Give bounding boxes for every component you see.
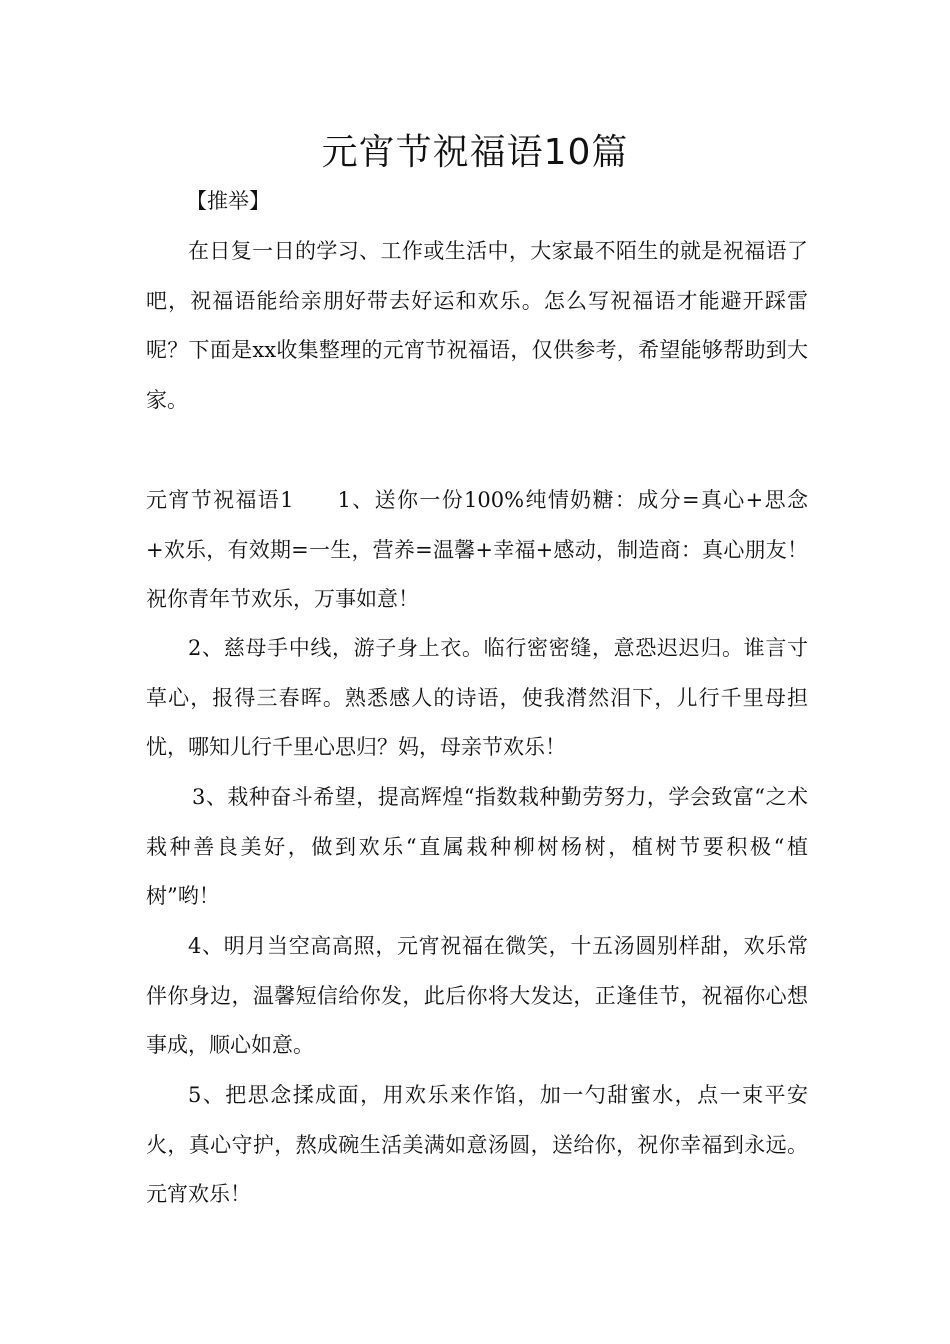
wish-item-2: 2、慈母手中线，游子身上衣。临行密密缝，意恐迟迟归。谁言寸草心，报得三春晖。熟悉感人的诗语，使我潸然泪下，儿行千里母担忧，哪知儿行千里心思归？妈，母亲节欢乐！ [146, 636, 808, 759]
wish-item-3: 3、栽种奋斗希望，提高辉煌“指数栽种勤劳努力，学会致富“之术栽种善良美好，做到欢乐“直属栽种柳树杨树，植树节要积极“植树”哟！ [146, 785, 808, 908]
intro-paragraph: 在日复一日的学习、工作或生活中，大家最不陌生的就是祝福语了吧，祝福语能给亲朋好带去好运和欢乐。怎么写祝福语才能避开踩雷呢？下面是xx收集整理的元宵节祝福语，仅供参考，希望能够帮助到大家。 [146, 239, 808, 412]
document-title: 元宵节祝福语10篇 [321, 132, 629, 173]
recommend-tag: 【推举】 [186, 189, 270, 213]
wish-item-5: 5、把思念揉成面，用欢乐来作馅，加一勺甜蜜水，点一束平安火，真心守护，熬成碗生活美满如意汤圆，送给你，祝你幸福到永远。元宵欢乐！ [146, 1083, 808, 1206]
wish-item-4: 4、明月当空高高照，元宵祝福在微笑，十五汤圆别样甜，欢乐常伴你身边，温馨短信给你发，此后你将大发达，正逢佳节，祝福你心想事成，顺心如意。 [146, 934, 808, 1057]
wish-item-1-text: 1、送你一份100%纯情奶糖：成分=真心+思念+欢乐，有效期=一生，营养=温馨+幸福+感动，制造商：真心朋友！祝你青年节欢乐，万事如意！ [146, 488, 808, 611]
wish-item-1 [146, 476, 808, 625]
section-heading: 元宵节祝福语1 [146, 488, 294, 512]
